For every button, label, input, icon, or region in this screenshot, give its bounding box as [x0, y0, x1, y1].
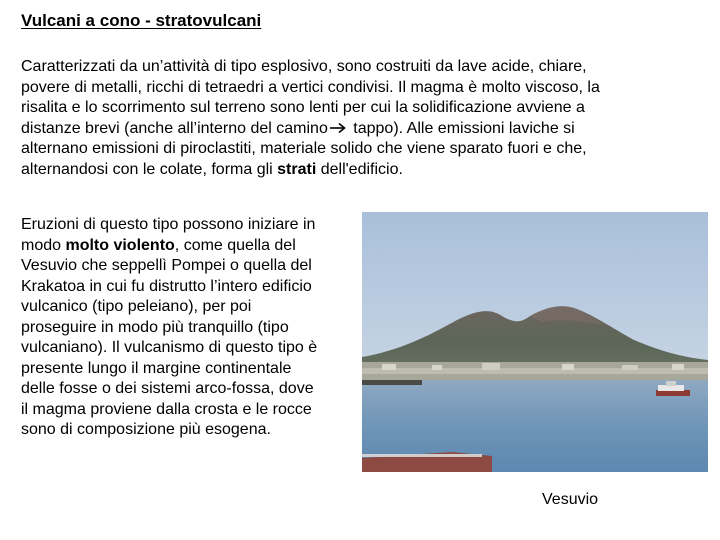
right-arrow-icon — [329, 122, 347, 134]
paragraph-line — [21, 236, 366, 257]
paragraph-line: vulcaniano). Il vulcanismo di questo tipo è — [21, 339, 318, 356]
description-paragraph — [21, 57, 711, 180]
paragraph-line: presente lungo il margine continentale — [21, 359, 292, 377]
vesuvio-landscape — [362, 212, 708, 472]
paragraph-line: delle fosse o dei sistemi arco-fossa, dove — [21, 380, 314, 397]
paragraph-line: sono di composizione più esogena. — [21, 421, 271, 438]
paragraph-text: distanze brevi (anche all’interno del camino — [21, 119, 328, 137]
photo-caption: Vesuvio — [542, 491, 599, 508]
paragraph-line: il magma proviene dalla crosta e le rocce — [21, 400, 312, 418]
paragraph-line: vulcanico (tipo peleiano), per poi — [21, 298, 252, 315]
paragraph-line: Eruzioni di questo tipo possono iniziare in — [21, 216, 316, 233]
paragraph-line: proseguire in modo più tranquillo (tipo — [21, 318, 289, 336]
paragraph-line: Krakatoa in cui fu distrutto l’intero edificio — [21, 277, 312, 295]
bold-term: strati — [277, 160, 317, 178]
paragraph-line: Vesuvio che seppellì Pompei o quella del — [21, 257, 312, 274]
paragraph-line: Caratterizzati da un’attività di tipo esplosivo, sono costruiti da lave acide, chiare, — [21, 58, 587, 75]
paragraph-line — [21, 160, 711, 181]
paragraph-line: risalita e lo scorrimento sul terreno sono lenti per cui la solidificazione avviene a — [21, 99, 585, 116]
paragraph-text: dell'edificio. — [316, 160, 403, 178]
bold-term: molto violento — [65, 236, 175, 254]
vesuvio-photo — [362, 212, 708, 472]
paragraph-line — [21, 119, 711, 140]
paragraph-text: modo — [21, 236, 66, 254]
eruption-paragraph — [21, 215, 366, 441]
paragraph-text: , come quella del — [174, 236, 296, 254]
paragraph-line: alternano emissioni di piroclastiti, materiale solido che viene sparato fuori e che, — [21, 140, 587, 157]
page-title: Vulcani a cono - stratovulcani — [21, 11, 262, 30]
pier — [362, 380, 422, 385]
paragraph-text: alternandosi con le colate, forma gli — [21, 160, 278, 178]
paragraph-line: povere di metalli, ricchi di tetraedri a vertici condivisi. Il magma è molto viscoso, la — [21, 78, 600, 96]
paragraph-text: tappo). Alle emissioni laviche si — [348, 119, 575, 137]
